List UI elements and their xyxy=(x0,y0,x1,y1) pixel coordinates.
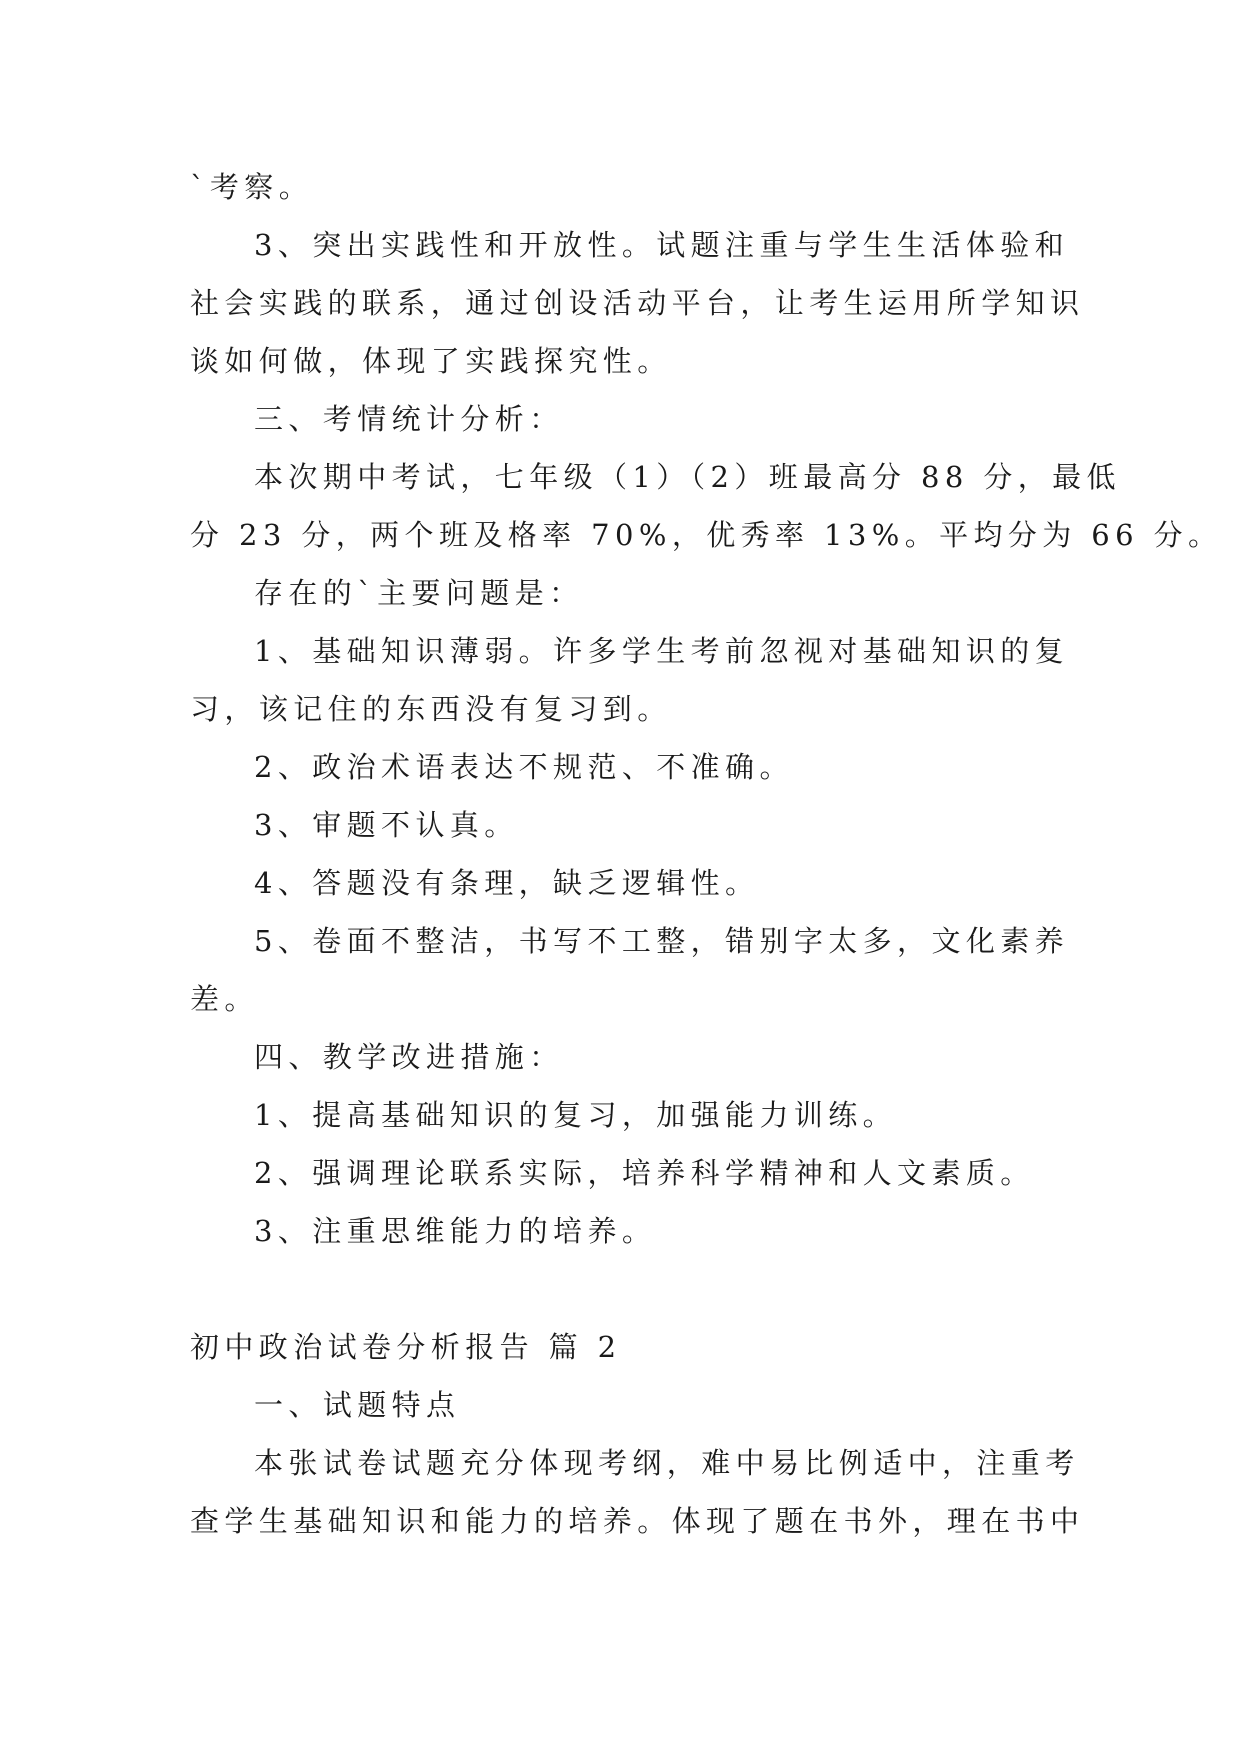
paragraph-line: `考察。 xyxy=(190,170,314,204)
paragraph-spacer xyxy=(190,1260,1050,1318)
paragraph-line: 查学生基础知识和能力的培养。体现了题在书外，理在书中 xyxy=(190,1504,1085,1538)
section-heading: 四、教学改进措施： xyxy=(254,1040,564,1074)
paragraph-line: 分 23 分，两个班及格率 70%，优秀率 13%。平均分为 66 分。 xyxy=(190,518,1223,552)
article-title: 初中政治试卷分析报告 篇 2 xyxy=(190,1330,622,1364)
list-item: 2、强调理论联系实际，培养科学精神和人文素质。 xyxy=(254,1156,1035,1190)
list-item: 1、提高基础知识的复习，加强能力训练。 xyxy=(254,1098,898,1132)
paragraph-line: 谈如何做，体现了实践探究性。 xyxy=(190,344,672,378)
section-heading: 三、考情统计分析： xyxy=(254,402,564,436)
list-item: 1、基础知识薄弱。许多学生考前忽视对基础知识的复 xyxy=(254,634,1070,668)
list-item: 5、卷面不整洁，书写不工整，错别字太多，文化素养 xyxy=(254,924,1070,958)
paragraph-line: 本张试卷试题充分体现考纲，难中易比例适中，注重考 xyxy=(254,1446,1080,1480)
list-item: 3、注重思维能力的培养。 xyxy=(254,1214,657,1248)
paragraph-line: 社会实践的联系，通过创设活动平台，让考生运用所学知识 xyxy=(190,286,1085,320)
paragraph-line: 差。 xyxy=(190,982,259,1016)
paragraph-line: 本次期中考试，七年级（1）（2）班最高分 88 分，最低 xyxy=(254,460,1121,494)
paragraph-line: 存在的`主要问题是： xyxy=(254,576,584,610)
list-item: 2、政治术语表达不规范、不准确。 xyxy=(254,750,794,784)
paragraph-line: 习，该记住的东西没有复习到。 xyxy=(190,692,672,726)
list-item: 4、答题没有条理，缺乏逻辑性。 xyxy=(254,866,760,900)
document-body xyxy=(190,158,1223,1550)
paragraph-line: 3、突出实践性和开放性。试题注重与学生生活体验和 xyxy=(254,228,1070,262)
section-heading: 一、试题特点 xyxy=(254,1388,461,1422)
list-item: 3、审题不认真。 xyxy=(254,808,519,842)
